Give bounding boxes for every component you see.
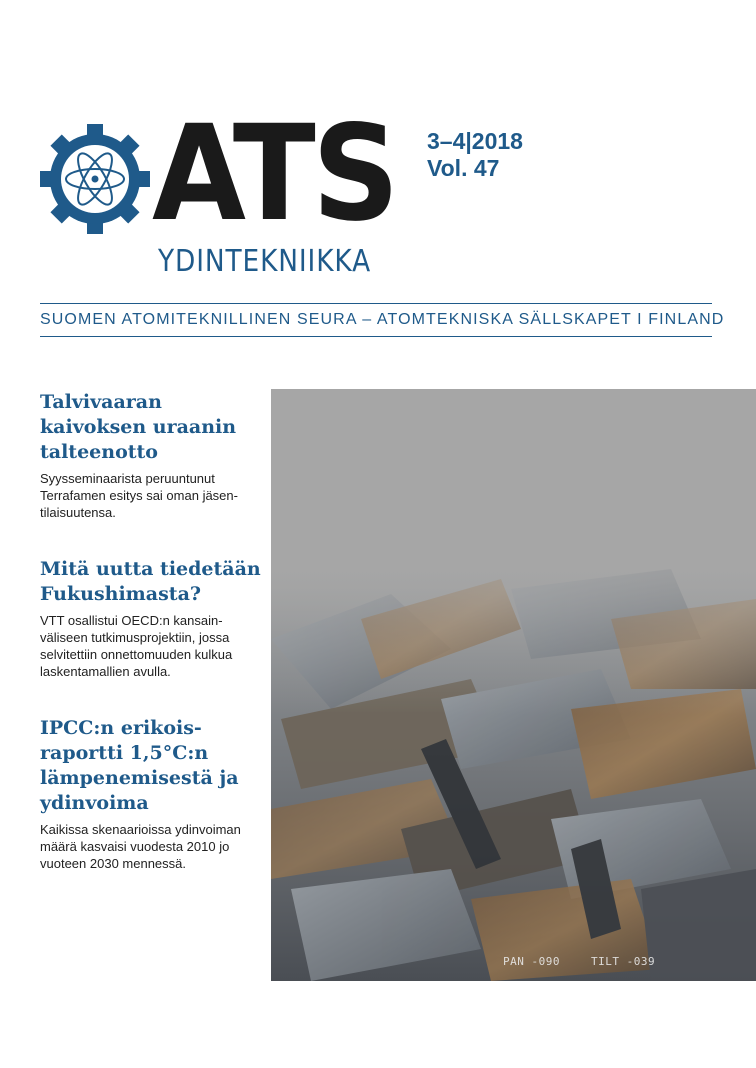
article-ipcc[interactable] <box>40 716 262 872</box>
cover-photo <box>271 389 756 981</box>
pan-readout: PAN -090 <box>503 955 560 968</box>
article-summary: Kaikissa skenaarioissa ydinvoiman määrä kasvaisi vuodesta 2010 jo vuoteen 2030 mennessä. <box>40 822 241 871</box>
logo-wordmark: ATS <box>152 97 396 251</box>
article-summary: VTT osallistui OECD:n kansain-väliseen tutkimusprojektiin, jossa selvitettiin onnettomuuden kulkua laskentamallien avulla. <box>40 613 233 679</box>
article-fukushima[interactable] <box>40 557 262 680</box>
divider-bottom <box>40 336 712 337</box>
society-name: SUOMEN ATOMITEKNILLINEN SEURA – ATOMTEKNISKA SÄLLSKAPET I FINLAND <box>40 311 725 328</box>
issue-info <box>427 128 523 182</box>
article-summary: Syysseminaarista peruuntunut Terrafamen esitys sai oman jäsen-tilaisuutensa. <box>40 471 238 520</box>
divider-top <box>40 303 712 304</box>
article-title: IPCC:n erikois-raportti 1,5°C:n lämpenemisestä ja ydinvoima <box>40 717 239 814</box>
issue-number: 3–4|2018 <box>427 128 523 154</box>
article-talvivaara[interactable] <box>40 390 262 521</box>
tilt-readout: TILT -039 <box>591 955 656 968</box>
volume-number: Vol. 47 <box>427 155 500 181</box>
gear-atom-icon <box>40 124 150 234</box>
magazine-subtitle: YDINTEKNIIKKA <box>158 244 372 279</box>
article-title: Mitä uutta tiedetään Fukushimasta? <box>40 558 261 605</box>
article-list <box>40 390 262 908</box>
article-title: Talvivaaran kaivoksen uraanin talteenotto <box>40 391 237 463</box>
